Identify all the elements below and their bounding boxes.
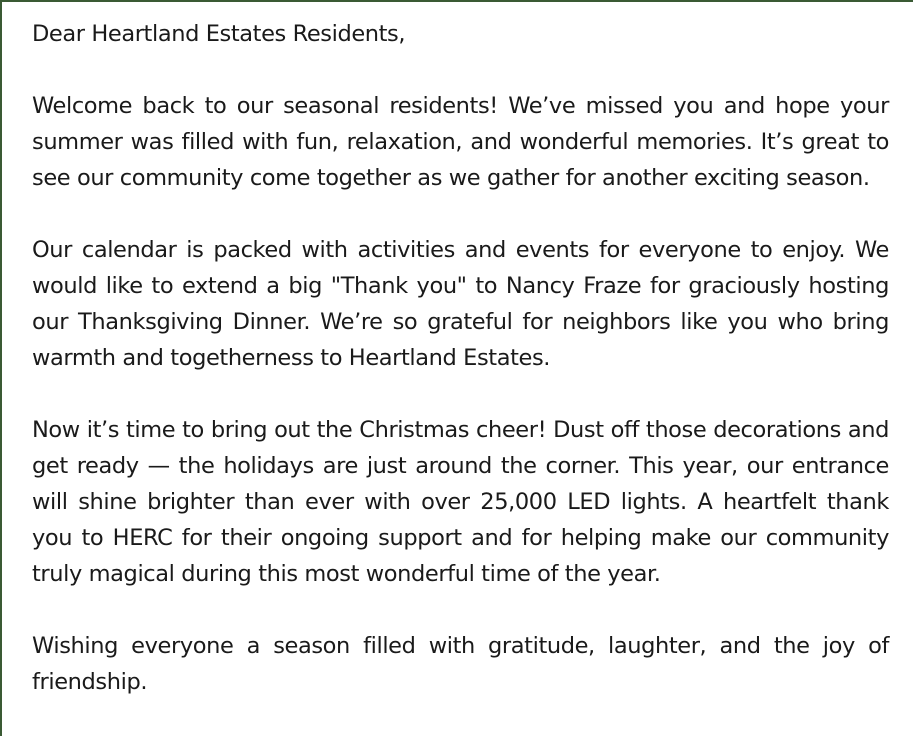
letter-body [32, 16, 889, 700]
letter-paragraph-christmas: Now it’s time to bring out the Christmas cheer! Dust off those decorations and get ready — the holidays are just around the corner. This year, our entrance will shine brighter than ever with over 25,000 LED lights. A heartfelt thank you to HERC for their ongoing support and for helping make our community truly magical during this most wonderful time of the year. [32, 417, 889, 587]
letter-paragraph-calendar: Our calendar is packed with activities and events for everyone to enjoy. We would like to extend a big "Thank you" to Nancy Fraze for graciously hosting our Thanksgiving Dinner. We’re so grateful for neighbors like you who bring warmth and togetherness to Heartland Estates. [32, 237, 889, 371]
letter-paragraph-welcome: Welcome back to our seasonal residents! We’ve missed you and hope your summer was filled with fun, relaxation, and wonderful memories. It’s great to see our community come together as we gather for another exciting season. [32, 93, 889, 191]
letter-paragraph-wishes: Wishing everyone a season filled with gratitude, laughter, and the joy of friendship. [32, 633, 889, 695]
letter-salutation: Dear Heartland Estates Residents, [32, 21, 406, 47]
